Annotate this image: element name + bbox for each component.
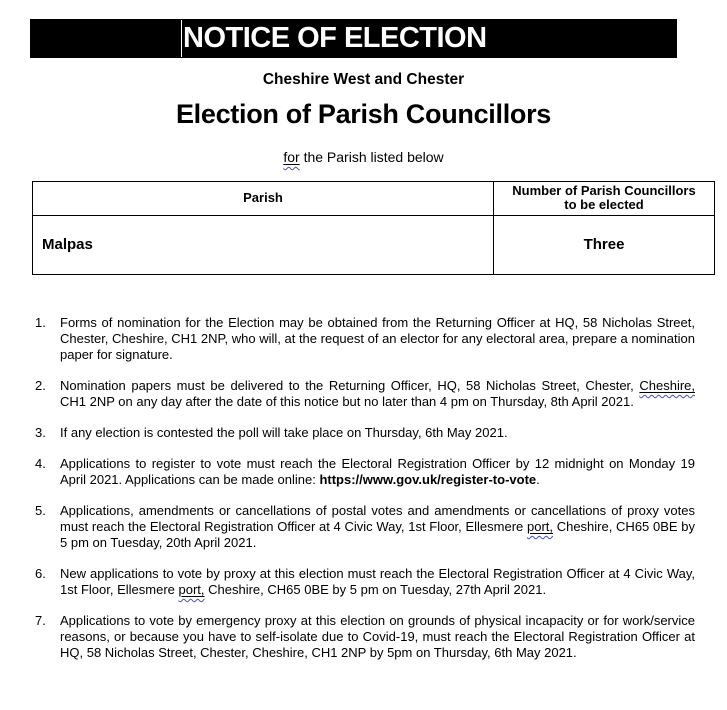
notice-number: 6. — [35, 566, 46, 581]
table-header-row — [33, 182, 715, 216]
text-segment: If any election is contested the poll will take place on Thursday, 6th May 2021. — [60, 425, 508, 440]
election-heading: Election of Parish Councillors — [175, 99, 552, 129]
parish-name-cell: Malpas — [33, 215, 494, 274]
misspelled-word: for — [283, 149, 300, 165]
misspelled-word: port, — [526, 519, 553, 534]
notice-text — [60, 315, 695, 363]
notice-number: 3. — [35, 425, 46, 440]
notice-item-2 — [35, 378, 695, 410]
notice-item-7 — [35, 613, 695, 661]
notice-number: 7. — [35, 613, 46, 628]
text-segment: Applications to register to vote must reach the Electoral Registration Officer by 12 midnight on Monday 19 April 2021. Applications can be made online: — [60, 456, 695, 487]
banner-divider-line — [181, 20, 182, 57]
subheading-text: the Parish listed below — [299, 149, 444, 165]
misspelled-word: port, — [178, 582, 205, 597]
text-segment: Applications, amendments or cancellations of postal votes and amendments or cancellations of proxy votes must reach the Electoral Registration Officer at 4 Civic Way, 1st Floor, Ellesmere — [60, 503, 695, 534]
text-segment: Applications to vote by emergency proxy at this election on grounds of physical incapacity or for work/service reasons, or because you have to self-isolate due to Covid-19, must reach the Electoral Registration Officer at HQ, 58 Nicholas Street, Chester, Cheshire, CH1 2NP by 5pm on Thursday, 6th May 2021. — [60, 613, 695, 660]
notice-title: NOTICE OF ELECTION — [183, 22, 487, 54]
notice-item-5 — [35, 503, 695, 551]
councillors-header-line1: Number of Parish Councillors — [512, 183, 696, 198]
notice-banner — [30, 19, 677, 58]
notice-item-3 — [35, 425, 695, 441]
notice-number: 1. — [35, 315, 46, 330]
bold-text-segment: https://www.gov.uk/register-to-vote — [319, 472, 537, 487]
text-segment: New applications to vote by proxy at this election must reach the Electoral Registration Officer at 4 Civic Way, 1st Floor, Ellesmere — [60, 566, 695, 597]
misspelled-word: Cheshire, — [639, 378, 695, 393]
text-segment: Cheshire, CH65 0BE by 5 pm on Tuesday, 27th April 2021. — [204, 582, 547, 597]
councillors-column-header — [494, 182, 715, 216]
notice-item-1 — [35, 315, 695, 363]
text-segment: . — [536, 472, 540, 487]
text-segment: Forms of nomination for the Election may be obtained from the Returning Officer at HQ, 58 Nicholas Street, Chester, Cheshire, CH1 2NP, who will, at the request of an elector for any electoral area, prepare a nomination paper for signature. — [60, 315, 695, 362]
notice-text — [60, 566, 695, 598]
notice-number: 4. — [35, 456, 46, 471]
text-segment: Cheshire, CH65 0BE by 5 pm on Tuesday, 20th April 2021. — [60, 519, 695, 550]
notices-list — [35, 315, 695, 676]
parish-table — [32, 181, 715, 275]
parish-column-header: Parish — [33, 182, 494, 216]
notice-number: 5. — [35, 503, 46, 518]
text-segment: CH1 2NP on any day after the date of this notice but no later than 4 pm on Thursday, 8th April 2021. — [60, 394, 634, 409]
parish-subheading — [0, 149, 727, 165]
notice-text — [60, 503, 695, 551]
notice-text — [60, 425, 695, 441]
authority-name: Cheshire West and Chester — [262, 71, 465, 88]
notice-item-4 — [35, 456, 695, 488]
notice-text — [60, 456, 695, 488]
councillors-count-cell: Three — [494, 215, 715, 274]
notice-number: 2. — [35, 378, 46, 393]
notice-item-6 — [35, 566, 695, 598]
text-segment: Nomination papers must be delivered to the Returning Officer, HQ, 58 Nicholas Street, Chester, — [60, 378, 640, 393]
notice-text — [60, 613, 695, 661]
table-row — [33, 215, 715, 274]
councillors-header-line2: to be elected — [564, 197, 644, 213]
notice-text — [60, 378, 695, 410]
